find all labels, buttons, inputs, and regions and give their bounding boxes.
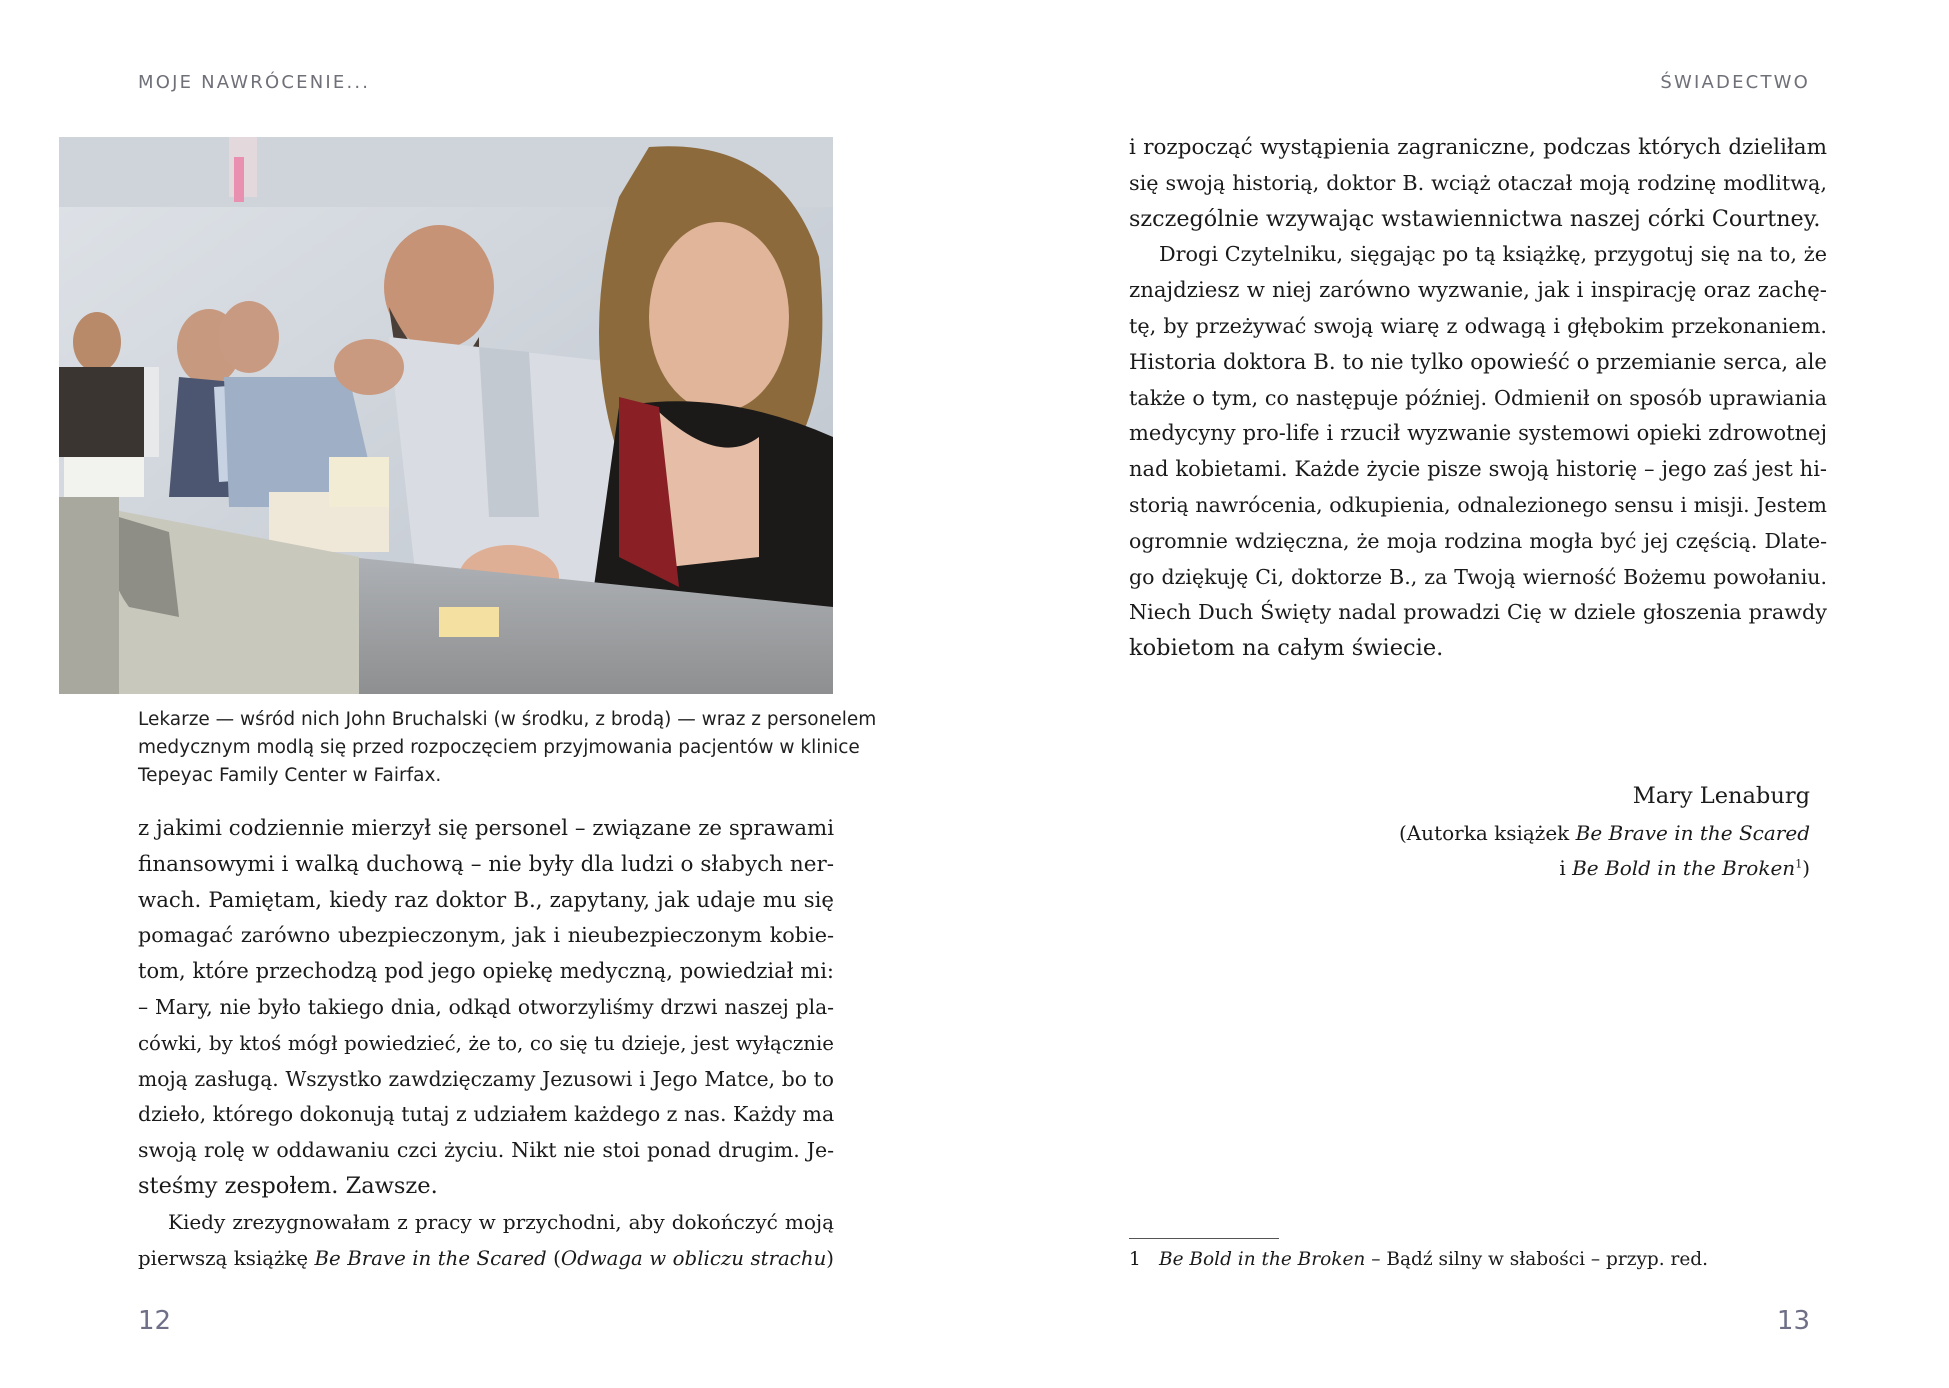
body-line: ogromnie wdzięczna, że moja rodzina mogła być jej częścią. Dlate- — [1129, 528, 1827, 553]
body-line: Drogi Czytelniku, sięgając po tą książkę, przygotuj się na to, że — [1159, 242, 1827, 267]
line-text: ( — [546, 1246, 561, 1270]
body-line: dzieło, którego dokonują tutaj z udziałem każdego z nas. Każdy ma — [138, 1102, 835, 1127]
footnote — [1129, 1246, 1708, 1274]
body-line: się swoją historią, doktor B. wciąż otaczał moją rodzinę modlitwą, — [1129, 170, 1827, 195]
body-line: tę, by przeżywać swoją wiarę z odwagą i głębokim przekonaniem. — [1129, 313, 1827, 338]
body-line: nad kobietami. Każde życie pisze swoją historię – jego zaś jest hi- — [1129, 457, 1827, 482]
running-head-right: ŚWIADECTWO — [1660, 72, 1810, 93]
body-line: z jakimi codziennie mierzył się personel – związane ze sprawami — [138, 816, 834, 841]
book-title: Be Brave in the Scared — [314, 1246, 547, 1270]
page-number-right: 13 — [1776, 1306, 1810, 1336]
book-title-translation: Odwaga w obliczu strachu — [560, 1246, 827, 1270]
note-text: ) — [1802, 856, 1810, 880]
body-line: swoją rolę w oddawaniu czci życiu. Nikt nie stoi ponad drugim. Je- — [138, 1138, 834, 1163]
footnote-divider — [1129, 1238, 1279, 1239]
caption-line: Lekarze — wśród nich John Bruchalski (w środku, z brodą) — wraz z personelem — [138, 709, 877, 730]
body-line: także o tym, co następuje później. Odmienił on sposób uprawiania — [1129, 385, 1827, 410]
body-line: steśmy zespołem. Zawsze. — [138, 1172, 438, 1199]
signature-block — [1399, 776, 1810, 886]
author-note-line — [1399, 816, 1810, 851]
body-line: i rozpocząć wystąpienia zagraniczne, podczas których dzieliłam — [1129, 135, 1827, 160]
running-head-left: MOJE NAWRÓCENIE... — [138, 72, 371, 93]
caption-line: medycznym modlą się przed rozpoczęciem przyjmowania pacjentów w klinice — [138, 737, 860, 758]
caption-line: Tepeyac Family Center w Fairfax. — [138, 765, 442, 786]
body-line: go dziękuję Ci, doktorze B., za Twoją wierność Bożemu powołaniu. — [1129, 564, 1827, 589]
footnote-reference[interactable]: 1 — [1795, 857, 1803, 871]
book-title: Be Brave in the Scared — [1575, 821, 1810, 845]
body-line: Niech Duch Święty nadal prowadzi Cię w dziele głoszenia prawdy — [1129, 600, 1827, 625]
footnote-title: Be Bold in the Broken — [1159, 1249, 1366, 1270]
clinic-staff-praying-photo — [59, 137, 833, 694]
body-line: moją zasługą. Wszystko zawdzięczamy Jezusowi i Jego Matce, bo to — [138, 1066, 834, 1091]
line-text: ) — [826, 1246, 835, 1270]
book-title: Be Bold in the Broken — [1572, 856, 1796, 880]
body-line: medycyny pro-life i rzucił wyzwanie systemowi opieki zdrowotnej — [1129, 421, 1827, 446]
body-line: pomagać zarówno ubezpieczonym, jak i nieubezpieczonym kobie- — [138, 923, 834, 948]
page-number-left: 12 — [138, 1306, 172, 1336]
author-name: Mary Lenaburg — [1632, 783, 1810, 809]
body-line: cówki, by ktoś mógł powiedzieć, że to, co się tu dzieje, jest wyłącznie — [138, 1031, 834, 1055]
photo-caption — [138, 706, 877, 790]
body-line: Kiedy zrezygnowałam z pracy w przychodni, aby dokończyć moją — [168, 1209, 834, 1234]
body-line: tom, które przechodzą pod jego opiekę medyczną, powiedział mi: — [138, 959, 834, 984]
footnote-number: 1 — [1129, 1249, 1141, 1270]
left-body-text — [138, 811, 834, 1276]
body-line: kobietom na całym świecie. — [1129, 635, 1444, 662]
author-note-line — [1399, 851, 1810, 886]
note-text: (Autorka książek — [1398, 821, 1576, 845]
right-body-text — [1129, 130, 1827, 667]
body-line: finansowymi i walką duchową – nie były dla ludzi o słabych ner- — [138, 851, 834, 877]
note-text: i — [1559, 856, 1573, 880]
body-line: wach. Pamiętam, kiedy raz doktor B., zapytany, jak udaje mu się — [138, 887, 834, 913]
body-line: szczególnie wzywając wstawiennictwa naszej córki Courtney. — [1129, 205, 1821, 232]
body-line-with-titles — [138, 1241, 834, 1277]
body-line: Historia doktora B. to nie tylko opowieść o przemianie serca, ale — [1129, 349, 1827, 375]
left-page — [0, 0, 974, 1388]
footnote-text: – Bądź silny w słabości – przyp. red. — [1365, 1249, 1709, 1270]
body-line: znajdziesz w niej zarówno wyzwanie, jak i inspirację oraz zachę- — [1129, 278, 1827, 304]
line-text: pierwszą książkę — [138, 1246, 315, 1270]
right-page — [974, 0, 1949, 1388]
body-line: storią nawrócenia, odkupienia, odnalezionego sensu i misji. Jestem — [1129, 492, 1827, 517]
body-line: – Mary, nie było takiego dnia, odkąd otworzyliśmy drzwi naszej pla- — [138, 994, 834, 1019]
